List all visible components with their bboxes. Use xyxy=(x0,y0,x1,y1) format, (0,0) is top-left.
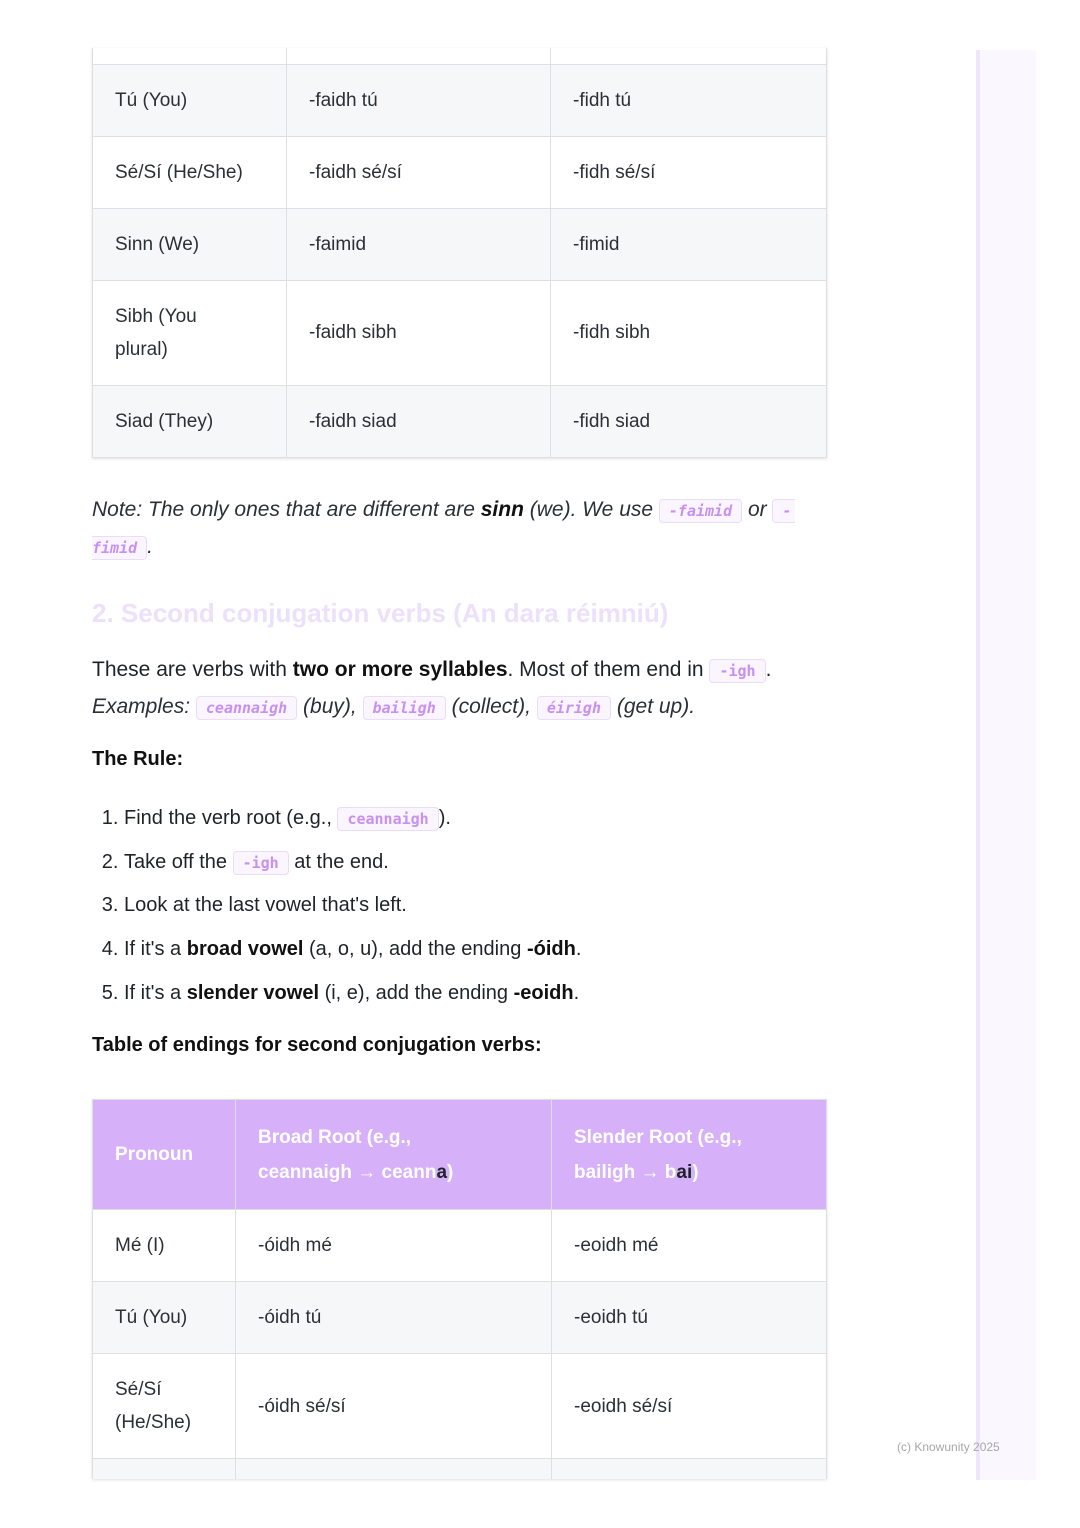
table-title: Table of endings for second conjugation verbs: xyxy=(92,1034,542,1056)
intro-bold: two or more syllables xyxy=(292,658,508,681)
header-text: Slender Root (e.g., xyxy=(574,1126,742,1148)
first-conjugation-table xyxy=(92,48,827,458)
step-text: ). xyxy=(438,807,451,829)
table-row xyxy=(93,208,827,280)
inline-code: ceannaigh xyxy=(196,696,297,720)
table-row xyxy=(93,64,827,136)
slender-ending-cell: -fidh siad xyxy=(551,385,827,457)
pronoun-line: plural) xyxy=(115,338,168,360)
table-row xyxy=(93,1282,827,1354)
slender-ending-cell: -eoidh mé xyxy=(552,1210,827,1282)
pronoun-cell: Sinn (We) xyxy=(93,208,287,280)
intro-text: These are verbs with xyxy=(92,658,293,681)
intro-text: . xyxy=(765,658,772,681)
table-row xyxy=(93,280,827,385)
note-text: . xyxy=(147,535,153,558)
broad-ending-cell: -faidh tú xyxy=(287,64,551,136)
slender-ending-cell: -fimid xyxy=(551,208,827,280)
broad-ending-cell: -óidh tú xyxy=(236,1282,552,1354)
note-text: Note: The only ones that are different are xyxy=(92,498,481,521)
step-text: Take off the xyxy=(124,850,233,873)
pronoun-line: Sé/Sí xyxy=(115,1379,162,1400)
pronoun-cell: Tú (You) xyxy=(93,1282,236,1354)
section-heading: 2. Second conjugation verbs (An dara réimniú) xyxy=(92,598,669,628)
header-slender-root xyxy=(552,1100,827,1210)
table-row xyxy=(93,1459,827,1479)
header-highlight: a xyxy=(436,1161,448,1183)
header-broad-root xyxy=(236,1100,552,1210)
list-item xyxy=(124,929,581,973)
inline-code: éirigh xyxy=(537,696,611,720)
header-pronoun: Pronoun xyxy=(93,1100,236,1210)
pronoun-cell: Tú (You) xyxy=(93,64,287,136)
step-bold: -óidh xyxy=(526,938,576,961)
inline-code: -igh xyxy=(709,659,765,683)
step-text: If it's a xyxy=(124,981,187,1004)
step-text: . xyxy=(573,981,580,1004)
right-margin-panel xyxy=(976,50,1036,1480)
broad-ending-cell: -faidh sé/sí xyxy=(287,136,551,208)
table-row xyxy=(93,1210,827,1282)
header-text: ) xyxy=(447,1161,454,1183)
rule-title: The Rule: xyxy=(92,748,184,770)
example-meaning: (get up). xyxy=(616,695,696,718)
inline-code: bailigh xyxy=(363,696,446,720)
header-text: ) xyxy=(692,1161,699,1183)
step-text: If it's a xyxy=(124,938,187,961)
rule-steps xyxy=(92,798,581,1016)
pronoun-cell: Mé (I) xyxy=(93,1210,236,1282)
slender-ending-cell: -fidh tú xyxy=(551,64,827,136)
table-row xyxy=(93,48,827,64)
table-row xyxy=(93,385,827,457)
intro-text: . Most of them end in xyxy=(507,658,710,681)
step-bold: -eoidh xyxy=(513,981,574,1004)
inline-code: -igh xyxy=(233,851,289,875)
note-paragraph xyxy=(92,492,826,566)
second-conjugation-table xyxy=(92,1099,827,1479)
step-text: . xyxy=(575,938,582,961)
note-bold-word: sinn xyxy=(480,498,524,521)
broad-ending-cell: -faimid xyxy=(287,208,551,280)
list-item xyxy=(124,798,581,842)
list-item xyxy=(124,973,581,1017)
list-item xyxy=(124,885,581,929)
inline-code: -faimid xyxy=(659,499,742,523)
step-text: (a, o, u), add the ending xyxy=(303,938,527,961)
intro-paragraph xyxy=(92,652,826,726)
header-text: Broad Root (e.g., xyxy=(258,1126,412,1148)
slender-ending-cell: -fidh sé/sí xyxy=(551,136,827,208)
examples-label: Examples: xyxy=(92,695,191,718)
example-meaning: (collect), xyxy=(451,695,531,718)
table-row xyxy=(93,136,827,208)
pronoun-cell: Siad (They) xyxy=(93,385,287,457)
pronoun-cell xyxy=(93,280,287,385)
inline-code: - xyxy=(772,499,795,523)
header-highlight: ai xyxy=(676,1161,693,1183)
table-header-row xyxy=(93,1100,827,1210)
slender-ending-cell: -eoidh tú xyxy=(552,1282,827,1354)
example-meaning: (buy), xyxy=(303,695,357,718)
header-text: bailigh → b xyxy=(574,1161,677,1183)
copyright-footer: (c) Knowunity 2025 xyxy=(897,1440,1000,1454)
pronoun-line: Sibh (You xyxy=(115,305,197,327)
broad-ending-cell: -faidh siad xyxy=(287,385,551,457)
broad-ending-cell: -óidh sé/sí xyxy=(236,1354,552,1459)
list-item xyxy=(124,842,581,886)
broad-ending-cell: -óidh mé xyxy=(236,1210,552,1282)
note-text: or xyxy=(742,498,773,521)
inline-code: fimid xyxy=(92,536,147,560)
pronoun-line: (He/She) xyxy=(115,1412,192,1433)
broad-ending-cell: -faidh sibh xyxy=(287,280,551,385)
pronoun-cell xyxy=(93,1354,236,1459)
step-bold: slender vowel xyxy=(186,981,320,1004)
step-text: at the end. xyxy=(288,850,389,873)
step-text: (i, e), add the ending xyxy=(319,981,514,1004)
step-text: Find the verb root (e.g., xyxy=(124,807,338,829)
table-row xyxy=(93,1354,827,1459)
slender-ending-cell: -fidh sibh xyxy=(551,280,827,385)
header-text: ceannaigh → ceann xyxy=(258,1161,437,1183)
note-text: (we). We use xyxy=(523,498,659,521)
step-text: Look at the last vowel that's left. xyxy=(124,894,407,917)
inline-code: ceannaigh xyxy=(337,807,438,831)
pronoun-cell: Sé/Sí (He/She) xyxy=(93,136,287,208)
slender-ending-cell: -eoidh sé/sí xyxy=(552,1354,827,1459)
step-bold: broad vowel xyxy=(186,938,304,961)
